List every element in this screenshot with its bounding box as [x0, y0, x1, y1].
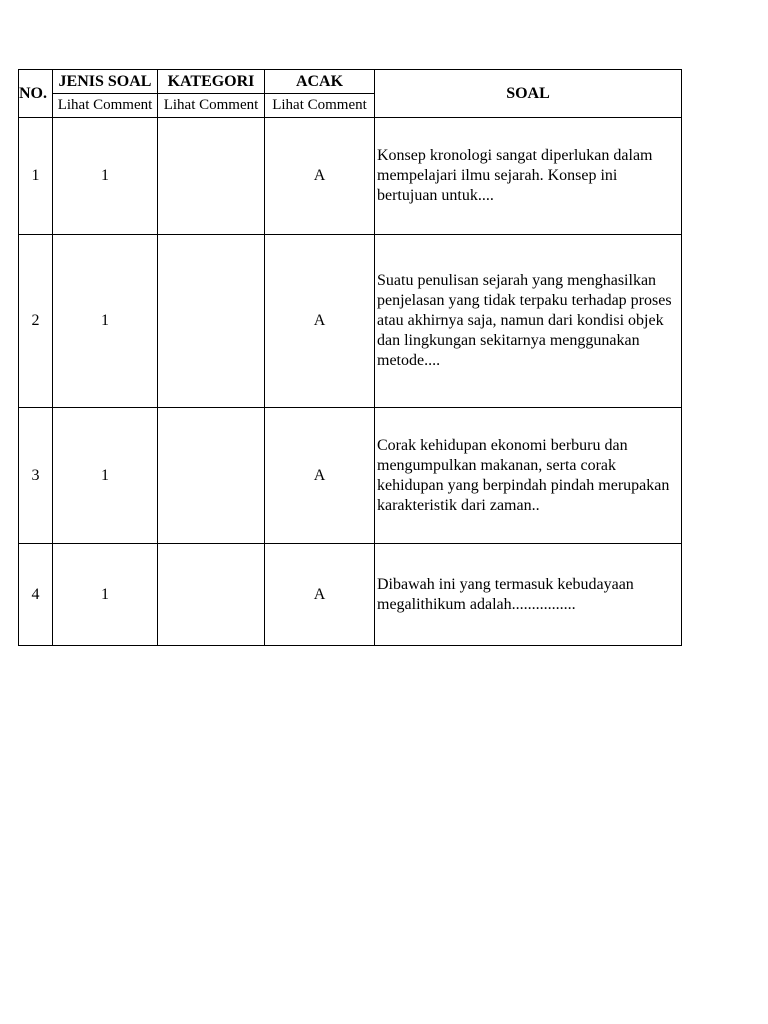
row-no: 2 — [19, 235, 53, 408]
table-row — [19, 544, 682, 646]
header-row — [19, 70, 682, 94]
row-soal: Dibawah ini yang termasuk kebudayaan megalithikum adalah................ — [375, 544, 682, 646]
jenis-soal-note: Lihat Comment — [53, 94, 158, 118]
table-row — [19, 235, 682, 408]
row-soal: Suatu penulisan sejarah yang menghasilkan penjelasan yang tidak terpaku terhadap proses atau akhirnya saja, namun dari kondisi objek dan lingkungan sekitarnya menggunakan metode.... — [375, 235, 682, 408]
row-soal: Corak kehidupan ekonomi berburu dan mengumpulkan makanan, serta corak kehidupan yang berpindah pindah merupakan karakteristik dari zaman.. — [375, 408, 682, 544]
header-acak: ACAK — [265, 70, 375, 94]
row-acak: A — [265, 544, 375, 646]
kategori-note: Lihat Comment — [158, 94, 265, 118]
row-kategori — [158, 118, 265, 235]
acak-note: Lihat Comment — [265, 94, 375, 118]
table-row — [19, 408, 682, 544]
row-jenis-soal: 1 — [53, 118, 158, 235]
header-soal: SOAL — [375, 70, 682, 118]
row-acak: A — [265, 408, 375, 544]
row-jenis-soal: 1 — [53, 235, 158, 408]
table-row — [19, 118, 682, 235]
row-no: 4 — [19, 544, 53, 646]
row-acak: A — [265, 235, 375, 408]
row-no: 1 — [19, 118, 53, 235]
row-kategori — [158, 408, 265, 544]
row-kategori — [158, 544, 265, 646]
header-jenis-soal: JENIS SOAL — [53, 70, 158, 94]
header-kategori: KATEGORI — [158, 70, 265, 94]
row-jenis-soal: 1 — [53, 408, 158, 544]
row-no: 3 — [19, 408, 53, 544]
row-kategori — [158, 235, 265, 408]
header-no: NO. — [19, 70, 53, 118]
question-table — [18, 69, 682, 646]
row-acak: A — [265, 118, 375, 235]
row-jenis-soal: 1 — [53, 544, 158, 646]
row-soal: Konsep kronologi sangat diperlukan dalam mempelajari ilmu sejarah. Konsep ini bertujuan untuk.... — [375, 118, 682, 235]
